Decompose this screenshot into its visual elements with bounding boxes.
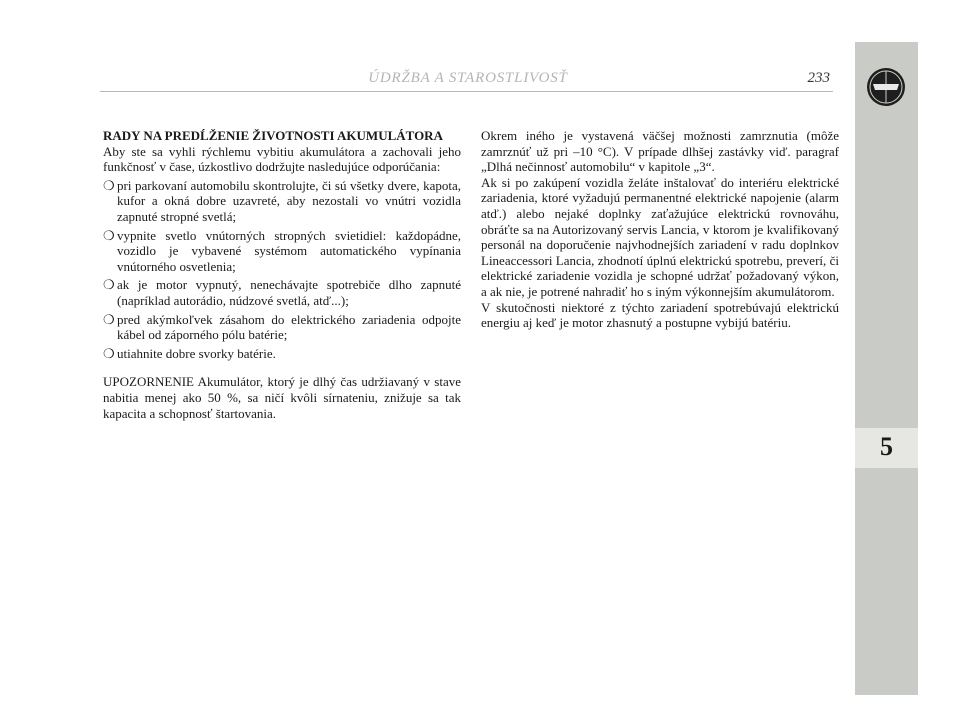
body-paragraph: Okrem iného je vystavená väčšej možnosti zamrznutia (môže zamrznúť už pri –10 °C). V prípade dlhšej zastávky viď. paragraf „Dlhá nečinnosť automobilu“ v kapitole „3“. — [481, 128, 839, 175]
section-heading: RADY NA PREDĹŽENIE ŽIVOTNOSTI AKUMULÁTORA — [103, 128, 443, 143]
running-header-title: ÚDRŽBA A STAROSTLIVOSŤ — [368, 70, 568, 86]
list-item — [103, 228, 461, 275]
intro-paragraph: Aby ste sa vyhli rýchlemu vybitiu akumulátora a zachovali jeho funkčnosť v čase, úzkostlivo dodržujte nasledujúce odporúčania: — [103, 143, 461, 175]
circle-bullet-icon: ❍ — [103, 345, 115, 361]
header-divider — [100, 91, 833, 92]
page-number: 233 — [807, 70, 830, 86]
list-item-text: pri parkovaní automobilu skontrolujte, či sú všetky dvere, kapota, kufor a okná dobre uzavreté, aby nezostali vo vnútri vozidla zapnuté stropné svetlá; — [117, 177, 461, 224]
chapter-side-tab — [855, 42, 918, 695]
list-item — [103, 178, 461, 225]
list-item-text: vypnite svetlo vnútorných stropných svietidiel: každopádne, vozidlo je vybavené systémom automatického vypínania vnútorného osvetlenia; — [117, 227, 461, 274]
list-item — [103, 346, 461, 362]
circle-bullet-icon: ❍ — [103, 311, 115, 327]
body-paragraph: Ak si po zakúpení vozidla želáte inštalovať do interiéru elektrické zariadenia, ktoré vyžadujú permanentné elektrické napojenie (alarm atď.) alebo nejaké doplnky zaťažujúce elektrickú rovnováhu, obráťte sa na Autorizovaný servis Lancia, v ktorom je kvalifikovaný personál na doporučenie najvhodnejších zariadení v radu doplnkov Lineaccessori Lancia, zhodnotí úplnú elektrickú spotrebu, preverí, či elektrické zariadenie vozidla je schopné udržať požadovaný výkon, a ak nie, je potrené nahradiť ho s iným výkonnejším akumulátorom. — [481, 174, 839, 299]
list-item-text: ak je motor vypnutý, nenechávajte spotrebiče dlho zapnuté (napríklad autorádio, núdzové svetlá, atď...); — [117, 277, 461, 308]
list-item-text: pred akýmkoľvek zásahom do elektrického zariadenia odpojte kábel od záporného pólu batérie; — [117, 311, 461, 343]
right-column — [481, 128, 839, 331]
circle-bullet-icon: ❍ — [103, 277, 115, 293]
warning-note: UPOZORNENIE Akumulátor, ktorý je dlhý čas udržiavaný v stave nabitia menej ako 50 %, sa ničí kvôli sírnateniu, znižuje sa tak kapacita a schopnosť štartovania. — [103, 374, 461, 421]
list-item — [103, 312, 461, 343]
recommendation-list — [103, 178, 461, 362]
circle-bullet-icon: ❍ — [103, 227, 115, 243]
list-item-text: utiahnite dobre svorky batérie. — [117, 345, 276, 361]
body-paragraph: V skutočnosti niektoré z týchto zariadení spotrebúvajú elektrickú energiu aj keď je motor zhasnutý a postupne vybijú batériu. — [481, 299, 839, 331]
circle-bullet-icon: ❍ — [103, 177, 115, 193]
list-item — [103, 277, 461, 308]
lancia-logo-icon — [866, 67, 906, 107]
chapter-number: 5 — [880, 432, 893, 461]
left-column — [103, 128, 461, 421]
